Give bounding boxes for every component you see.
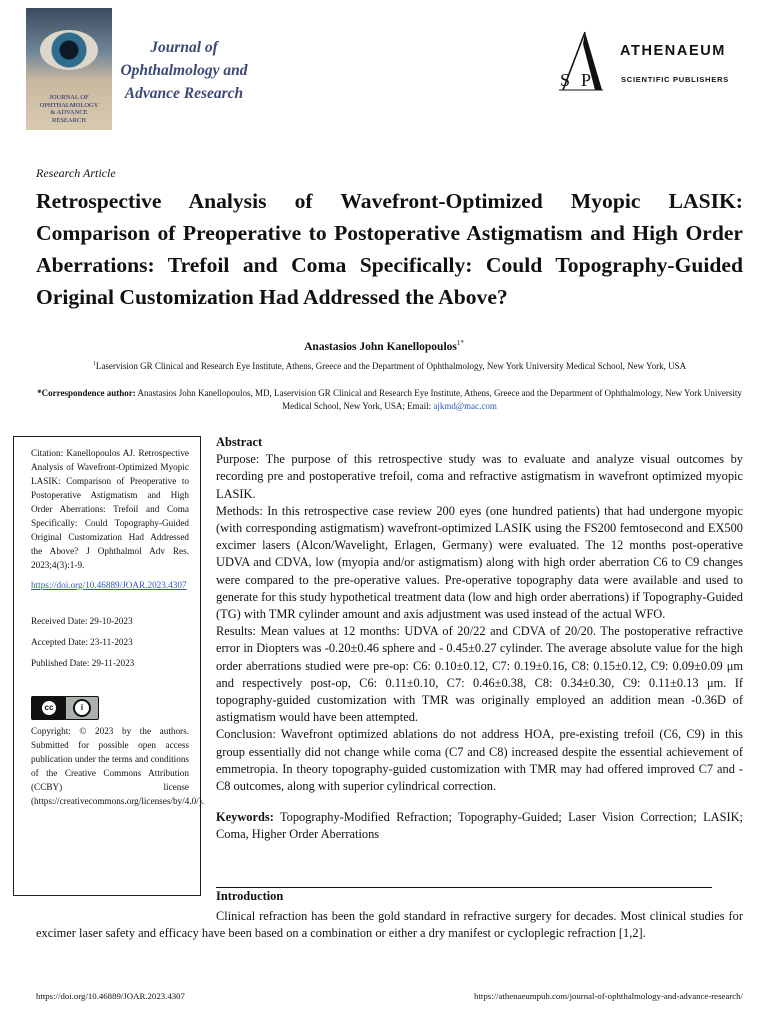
abstract-heading: Abstract <box>216 435 263 449</box>
attribution-icon: i <box>73 699 91 717</box>
abstract-conclusion: Conclusion: Wavefront optimized ablations do not address HOA, pre-existing trefoil (C6, C9) in this group essentially did not change while coma (C7 and C8) increased despite the essential achievement of emmetropia. In theory topography-guided customization with TMR may had offered improved C7 and -C8 outcomes, along with superior cylindrical correction. <box>216 727 743 794</box>
affiliation-text: Laservision GR Clinical and Research Eye Institute, Athens, Greece and the Department of Ophthalmology, New York University Medical School, New York, USA <box>95 361 687 371</box>
svg-text:P: P <box>581 70 592 90</box>
publisher-name: ATHENAEUM <box>620 43 726 59</box>
correspondence-label: *Correspondence author: <box>37 388 136 398</box>
published-date: Published Date: 29-11-2023 <box>31 658 135 668</box>
journal-name: Journal of Ophthalmology and Advance Research <box>120 39 248 102</box>
abstract-results: Results: Mean values at 12 months: UDVA of 20/22 and CDVA of 20/20. The postoperative refractive error in Diopters was -0.20±0.46 sphere and - 0.45±0.27 cylinder. The average absolute value for the high order aberrations studied were pre-op: C6: 0.10±0.12, C7: 0.19±0.16, C8: 0.15±0.12, C9: 0.09±0.09 μm and respectively post-op, C6: 0.11±0.10, C7: 0.46±0.38, C8: 0.34±0.30, C9: 0.11±0.13 μm. If topography-guided customization with TMR was originally employed an addition mean -0.36D of astigmatism would have been attempted. <box>216 624 743 725</box>
logo-caption: JOURNAL OF OPHTHALMOLOGY & ADVANCE RESEARCH <box>39 94 99 124</box>
citation-sidebar <box>13 436 205 896</box>
eye-image <box>40 30 98 70</box>
cc-by-license-badge[interactable] <box>31 696 99 720</box>
article-type: Research Article <box>36 166 116 180</box>
doi-link[interactable]: https://doi.org/10.46889/JOAR.2023.4307 <box>31 580 187 590</box>
cc-icon: cc <box>40 699 58 717</box>
keywords <box>216 809 743 843</box>
footer-doi[interactable]: https://doi.org/10.46889/JOAR.2023.4307 <box>36 991 185 1001</box>
footer-journal-url[interactable]: https://athenaeumpub.com/journal-of-ophthalmology-and-advance-research/ <box>474 991 743 1001</box>
keywords-label: Keywords: <box>216 810 274 825</box>
email-link[interactable]: ajkmd@mac.com <box>433 401 497 411</box>
author-line <box>0 339 768 353</box>
athenaeum-logo-icon <box>555 30 605 92</box>
dates-block <box>31 614 189 670</box>
abstract-purpose: Purpose: The purpose of this retrospective study was to evaluate and analyze visual outcomes by recording pre and postoperative trefoil, coma and refractive astigmatism in wavefront optimized myopic LASIK. <box>216 452 743 501</box>
introduction-text: Clinical refraction has been the gold standard in refractive surgery for decades. Most clinical studies for excimer laser safety and efficacy have been based on a combination or either a dry manifest or cycloplegic refraction [1,2]. <box>36 909 743 941</box>
author-name: Anastasios John Kanellopoulos <box>304 340 457 353</box>
abstract-methods: Methods: In this retrospective case review 200 eyes (one hundred patients) that had undergone myopic (with corresponding astigmatism) wavefront-optimized LASIK using the FS200 femtosecond and EX500 excimer lasers (Alcon/Wavelight, Erlagen, Germany) were evaluated. The 12 months post-operative UDVA and CDVA, low (myopia and/or astigmatism) along with high order aberration C6 to C9 changes were compared to the pre-operative values. Pre-operative topography data were available and used to generate for this study hypothetical treatment data (low and high order aberrations) if Topography-Guided (TG) with TMR cylinder amount and axis adjustment was used instead of the actual WFO. <box>216 503 743 622</box>
correspondence <box>36 387 743 413</box>
received-date: Received Date: 29-10-2023 <box>31 616 133 626</box>
article-title: Retrospective Analysis of Wavefront-Optimized Myopic LASIK: Comparison of Preoperative to Postoperative Astigmatism and High Order Aberrations: Trefoil and Coma Specifically: Could Topography-Guided Original Customization Had Addressed the Above? <box>36 189 743 309</box>
introduction-heading: Introduction <box>216 889 284 903</box>
correspondence-text: Anastasios John Kanellopoulos, MD, Laservision GR Clinical and Research Eye Institute, Athens, Greece and the Department of Ophthalmology, New York University Medical School, New York, USA; Email: <box>137 388 742 411</box>
svg-text:S: S <box>560 70 571 90</box>
affiliation <box>36 358 743 373</box>
accepted-date: Accepted Date: 23-11-2023 <box>31 637 133 647</box>
section-divider <box>216 887 712 888</box>
keywords-text: Topography-Modified Refraction; Topography-Guided; Laser Vision Correction; LASIK; Coma, Higher Order Aberrations <box>216 810 743 842</box>
author-superscript: 1* <box>456 339 464 347</box>
journal-cover-logo <box>26 8 112 130</box>
citation-text: Citation: Kanellopoulos AJ. Retrospective Analysis of Wavefront-Optimized Myopic LASIK: Comparison of Preoperative to Postoperative Astigmatism and High Order Aberrations: Trefoil and Coma Specifically: Could Topography-Guided Original Customization Had Addressed the Above? J Ophthalmol Adv Res. 2023;4(3):1-9. <box>31 448 189 570</box>
abstract-section <box>216 434 743 844</box>
copyright-text: Copyright: © 2023 by the authors. Submitted for possible open access publication under the terms and conditions of the Creative Commons Attribution (CCBY) license (https://creativecommons.org/licenses/by/4.0/). <box>31 726 205 806</box>
publisher-subtitle: SCIENTIFIC PUBLISHERS <box>621 75 729 84</box>
affiliation-superscript: 1 <box>92 361 96 367</box>
